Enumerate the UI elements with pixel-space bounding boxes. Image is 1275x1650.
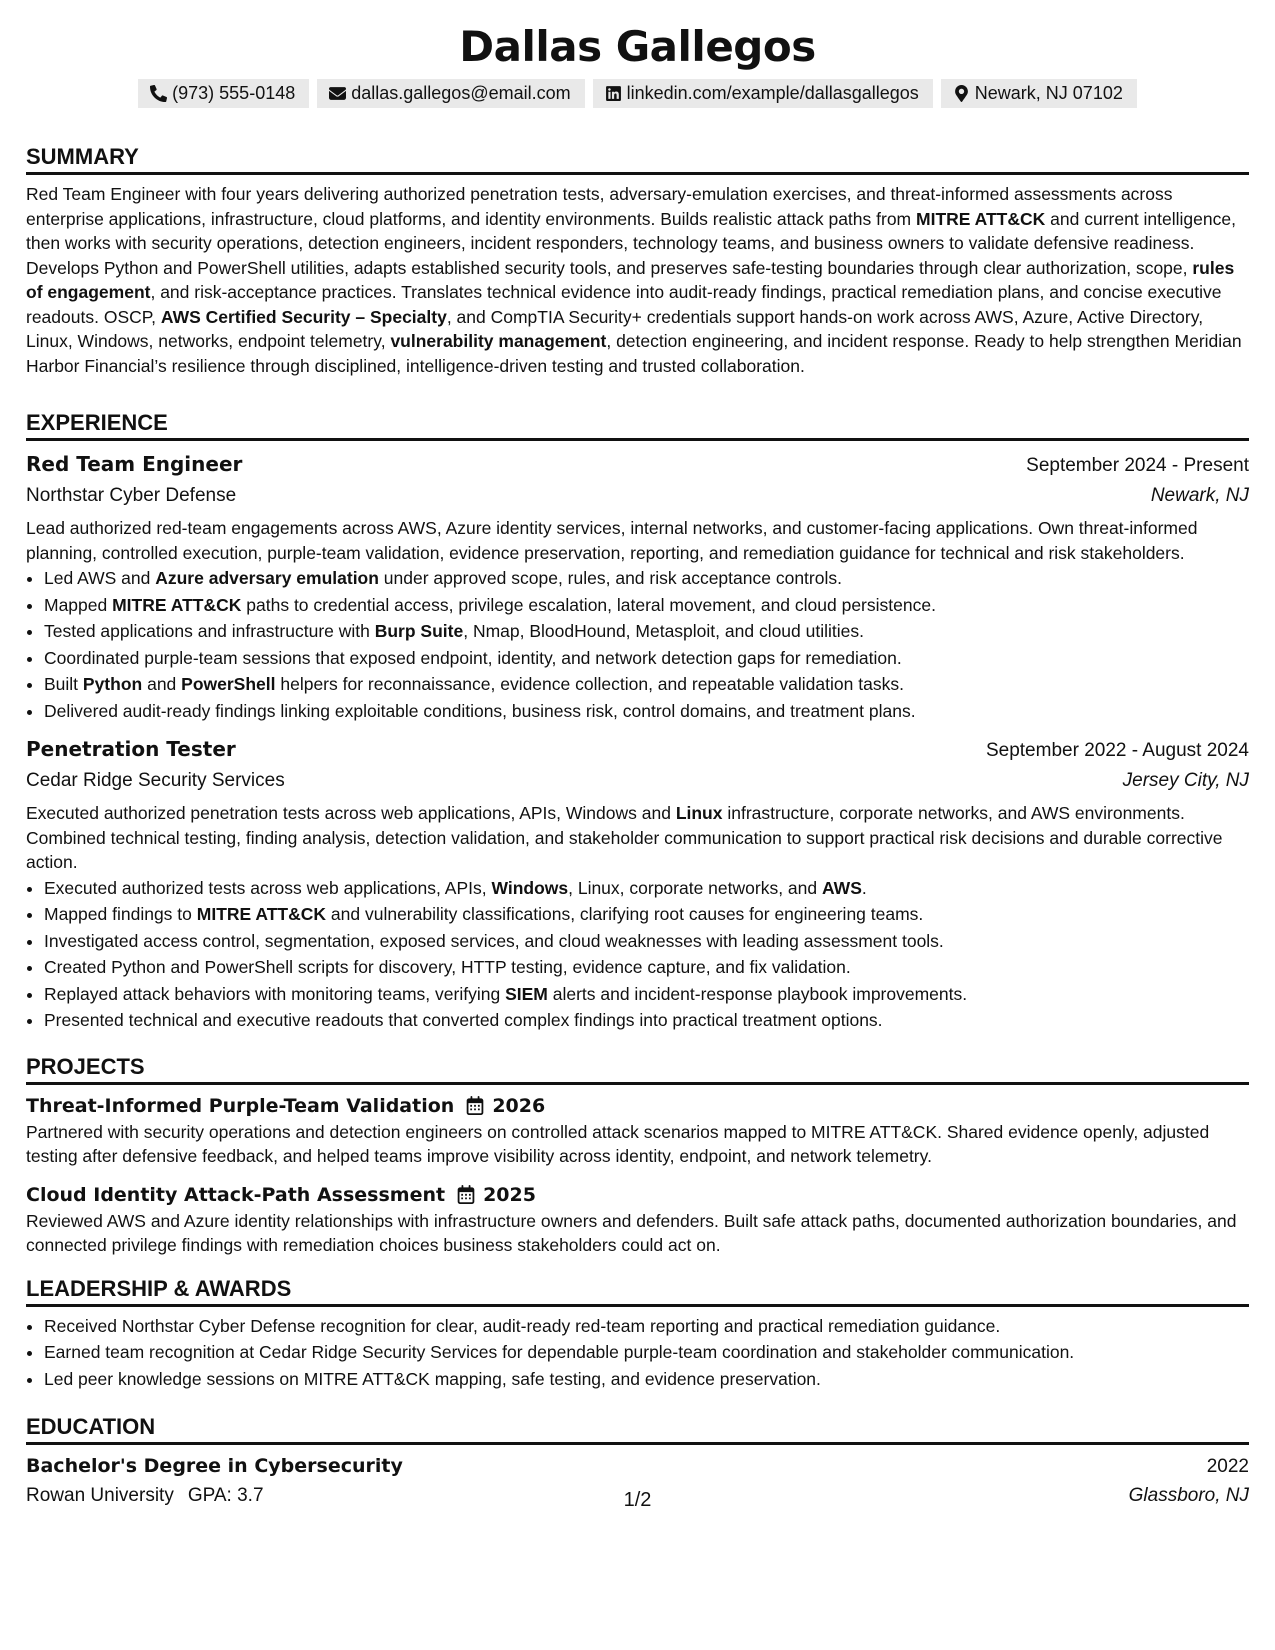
summary-segment: , and risk-acceptance practices. Translates technical evidence into audit-ready findings, practical remediation plans, and concise executive readouts. OSCP, [26,282,1222,327]
leadership-item: • Received Northstar Cyber Defense recognition for clear, audit-ready red-team reporting and practical remediation guidance. [44,1313,1249,1340]
project-date [466,1092,545,1120]
location-text: Newark, NJ 07102 [974,83,1123,103]
job-bullet: • Coordinated purple-team sessions that exposed endpoint, identity, and network detection gaps for remediation. [44,645,1249,672]
summary-segment: , detection engineering, and incident response. Ready to help strengthen Meridian Harbor Financial’s resilience through disciplined, intelligence-driven testing and trusted collaboration. [26,331,1242,376]
page-number: 1/2 [623,1489,652,1511]
calendar-icon [466,1096,484,1115]
contact-location [941,79,1137,108]
projects-heading: PROJECTS [26,1054,1249,1085]
job-bullet: • Mapped MITRE ATT&CK paths to credential access, privilege escalation, lateral movement, and cloud persistence. [44,592,1249,619]
leadership-item: • Led peer knowledge sessions on MITRE ATT&CK mapping, safe testing, and evidence preservation. [44,1366,1249,1393]
project-entry [26,1181,1249,1258]
job-entry [26,449,1249,724]
job-location: Newark, NJ [1150,485,1249,506]
job-title: Penetration Tester [26,737,236,761]
job-bullet: • Built Python and PowerShell helpers for reconnaissance, evidence collection, and repeatable validation tasks. [44,671,1249,698]
resume-page [26,0,1249,1510]
summary-segment-bold: vulnerability management [390,331,607,351]
job-dates: September 2024 - Present [1026,455,1249,476]
leadership-list [26,1313,1249,1393]
leadership-heading: LEADERSHIP & AWARDS [26,1276,1249,1307]
summary-segment: and current intelligence, then works with security operations, detection engineers, incident responders, technology teams, and business owners to validate defensive readiness. Develops Python and PowerShell utilities, adapts established security tools, and preserves safe-testing boundaries through clear authorization, scope, [26,208,1236,278]
job-company: Northstar Cyber Defense [26,485,237,506]
job-bullet: • Tested applications and infrastructure with Burp Suite, Nmap, BloodHound, Metasploit, and cloud utilities. [44,618,1249,645]
experience-heading: EXPERIENCE [26,410,1249,441]
contact-linkedin [593,79,933,108]
email-text: dallas.gallegos@email.com [351,83,571,103]
education-year: 2022 [1206,1456,1249,1477]
job-description: Executed authorized penetration tests across web applications, APIs, Windows and Linux infrastructure, corporate networks, and AWS environments. Combined technical testing, finding analysis, detection validation, and stakeholder communication to support practical risk decisions and durable corrective action. [26,803,1223,872]
job-bullets [26,875,1249,1034]
project-entry [26,1092,1249,1169]
job-description: Lead authorized red-team engagements across AWS, Azure identity services, internal networks, and customer-facing applications. Own threat-informed planning, controlled execution, purple-team validation, evidence preservation, reporting, and remediation guidance for technical and risk stakeholders. [26,518,1198,563]
education-degree: Bachelor's Degree in Cybersecurity [26,1455,403,1477]
project-description: Partnered with security operations and detection engineers on controlled attack scenarios mapped to MITRE ATT&CK. Shared evidence openly, adjusted testing after defensive feedback, and helped teams improve visibility across identity, endpoint, and network telemetry. [26,1121,1210,1166]
job-bullet: • Delivered audit-ready findings linking exploitable conditions, business risk, control domains, and treatment plans. [44,698,1249,725]
job-bullet: • Replayed attack behaviors with monitoring teams, verifying SIEM alerts and incident-response playbook improvements. [44,981,1249,1008]
job-bullet: • Created Python and PowerShell scripts for discovery, HTTP testing, evidence capture, and fix validation. [44,954,1249,981]
contact-email [317,79,584,108]
education-school: Rowan University [26,1485,174,1506]
project-year: 2025 [483,1183,536,1206]
summary-segment: , and CompTIA Security+ credentials support hands-on work across AWS, Azure, Active Directory, Linux, Windows, networks, endpoint telemetry, [26,306,1204,351]
job-bullet: • Presented technical and executive readouts that converted complex findings into practical treatment options. [44,1007,1249,1034]
job-company: Cedar Ridge Security Services [26,770,285,791]
contact-bar [26,79,1249,108]
summary-segment: Red Team Engineer with four years delivering authorized penetration tests, adversary-emulation exercises, and threat-informed assessments across enterprise applications, infrastructure, cloud platforms, and identity environments. Builds realistic attack paths from [26,184,1173,229]
map-pin-icon [953,85,970,102]
contact-phone [138,79,309,108]
summary-segment-bold: rules of engagement [26,257,1235,302]
envelope-icon [329,85,346,102]
project-date [457,1181,536,1209]
education-heading: EDUCATION [26,1414,1249,1445]
job-location: Jersey City, NJ [1122,770,1249,791]
summary-heading: SUMMARY [26,144,1249,175]
linkedin-text: linkedin.com/example/dallasgallegos [626,83,919,103]
job-bullet: • Executed authorized tests across web applications, APIs, Windows, Linux, corporate networks, and AWS. [44,875,1249,902]
education-gpa: GPA: 3.7 [187,1485,264,1506]
job-title: Red Team Engineer [26,452,243,476]
job-bullet: • Led AWS and Azure adversary emulation under approved scope, rules, and risk acceptance controls. [44,565,1249,592]
summary-segment-bold: AWS Certified Security – Specialty [160,306,447,327]
job-bullets [26,565,1249,724]
phone-icon [150,85,167,102]
job-bullet: • Investigated access control, segmentation, exposed services, and cloud weaknesses with leading assessment tools. [44,928,1249,955]
job-dates: September 2022 - August 2024 [985,740,1249,761]
project-title: Cloud Identity Attack-Path Assessment [26,1183,446,1206]
summary-segment-bold: MITRE ATT&CK [916,208,1046,229]
education-location: Glassboro, NJ [1128,1485,1249,1506]
job-entry [26,734,1249,1034]
project-year: 2026 [492,1094,546,1117]
candidate-name: Dallas Gallegos [459,22,816,71]
linkedin-icon [605,85,622,102]
leadership-item: • Earned team recognition at Cedar Ridge Security Services for dependable purple-team coordination and stakeholder communication. [44,1339,1249,1366]
job-bullet: • Mapped findings to MITRE ATT&CK and vulnerability classifications, clarifying root causes for engineering teams. [44,901,1249,928]
project-title: Threat-Informed Purple-Team Validation [26,1094,455,1117]
project-description: Reviewed AWS and Azure identity relationships with infrastructure owners and defenders. Built safe attack paths, documented authorization boundaries, and connected privilege findings with remediation choices business stakeholders could act on. [26,1210,1237,1255]
calendar-icon [457,1185,475,1204]
summary-text [26,182,1249,378]
phone-text: (973) 555-0148 [172,83,296,103]
